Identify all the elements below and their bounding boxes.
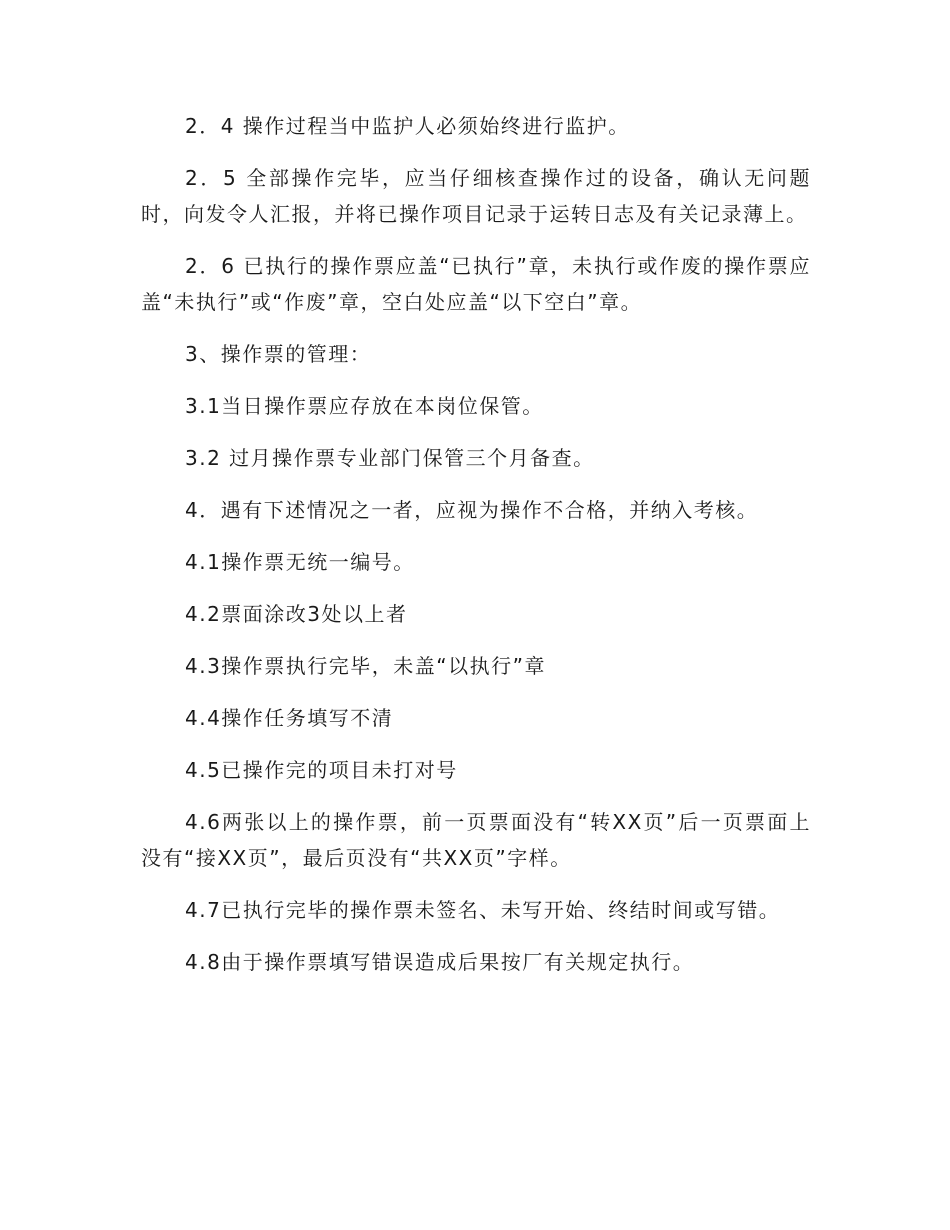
document-body	[141, 108, 811, 996]
paragraph-3-2: 3.2 过月操作票专业部门保管三个月备查。	[185, 446, 595, 470]
paragraph-3-1: 3.1当日操作票应存放在本岗位保管。	[185, 394, 544, 418]
paragraph-4: 4．遇有下述情况之一者，应视为操作不合格，并纳入考核。	[185, 498, 759, 522]
paragraph-4-5: 4.5已操作完的项目未打对号	[185, 758, 458, 782]
paragraph-4-2: 4.2票面涂改3处以上者	[185, 602, 408, 626]
paragraph-4-6: 4.6两张以上的操作票，前一页票面没有“转XX页”后一页票面上没有“接XX页”，最后页没有“共XX页”字样。	[141, 810, 811, 870]
section-heading-3: 3、操作票的管理：	[185, 342, 372, 366]
paragraph-4-4: 4.4操作任务填写不清	[185, 706, 394, 730]
paragraph-4-7: 4.7已执行完毕的操作票未签名、未写开始、终结时间或写错。	[185, 898, 781, 922]
paragraph-2-6: 2．6 已执行的操作票应盖“已执行”章，未执行或作废的操作票应盖“未执行”或“作废”章，空白处应盖“以下空白”章。	[141, 254, 811, 314]
paragraph-4-1: 4.1操作票无统一编号。	[185, 550, 415, 574]
paragraph-4-8: 4.8由于操作票填写错误造成后果按厂有关规定执行。	[185, 950, 695, 974]
paragraph-2-4: 2．4 操作过程当中监护人必须始终进行监护。	[185, 114, 630, 138]
paragraph-4-3: 4.3操作票执行完毕，未盖“以执行”章	[185, 654, 547, 678]
paragraph-2-5: 2．5 全部操作完毕，应当仔细核查操作过的设备，确认无问题时，向发令人汇报，并将已操作项目记录于运转日志及有关记录薄上。	[141, 166, 811, 226]
